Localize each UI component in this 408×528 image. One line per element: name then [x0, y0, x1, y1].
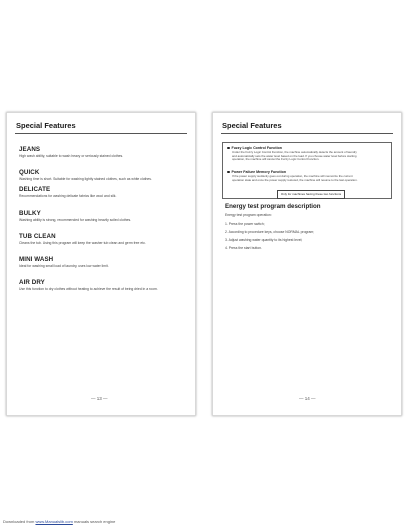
- page-number: — 13 —: [91, 396, 108, 401]
- box-item-line: If the power supply suddenly goes out during operation, the machine will memorize the current: [232, 174, 353, 178]
- bullet-icon: [227, 171, 230, 174]
- section-tub-clean: [19, 233, 187, 245]
- section-title: AIR DRY: [19, 279, 45, 286]
- section-description: Use this function to dry clothes without heating to achieve the result of being dried in a room.: [19, 287, 158, 291]
- footer-suffix: manuals search engine: [72, 519, 116, 524]
- box-item-line: operation, the machine will cancel the Fuzzy Logic Control Function.: [232, 157, 320, 162]
- section-title: QUICK: [19, 169, 40, 176]
- section-title: BULKY: [19, 210, 41, 217]
- section-bulky: [19, 210, 187, 222]
- section-mini-wash: [19, 256, 187, 268]
- section-description: Ideal for washing small load of laundry, uses low water limit.: [19, 264, 109, 268]
- box-item-title: Fuzzy Logic Control Function: [231, 146, 283, 150]
- section-title: TUB CLEAN: [19, 233, 56, 240]
- section-description: High wash ability, suitable to wash heavy or seriously stained clothes.: [19, 154, 124, 158]
- section-air-dry: [19, 279, 187, 291]
- right-header-rule: [221, 133, 393, 134]
- right-page-header: Special Features: [222, 121, 282, 130]
- footer-prefix: Downloaded from: [3, 519, 36, 524]
- box-item-line: and automatically sets the water level based on the load. If you choose water level before starting: [232, 153, 357, 158]
- section-description: Cleans the tub. Using this program will keep the washer tub clean and germ free etc.: [19, 241, 146, 245]
- section-title: JEANS: [19, 146, 41, 153]
- bullet-icon: [227, 147, 230, 150]
- energy-step: 3. Adjust washing water quantity to its highest level;: [225, 238, 303, 242]
- left-page-header: Special Features: [16, 121, 76, 130]
- energy-step: 4. Press the start button.: [225, 246, 262, 250]
- download-footer: [3, 519, 115, 524]
- box-item-fuzzy-logic: [227, 146, 389, 162]
- left-header-rule: [15, 133, 187, 134]
- right-page: [212, 112, 402, 416]
- energy-step: 1. Press the power switch;: [225, 222, 265, 226]
- functions-note: Only for machines having these two functions: [277, 190, 345, 199]
- left-page: [6, 112, 196, 416]
- section-jeans: [19, 146, 187, 158]
- section-description: Washing ability is strong, recommended for washing heavily soiled clothes.: [19, 218, 132, 222]
- box-item-line: operation state and once the power supply restored, the machine will resume to the last operation.: [232, 177, 358, 182]
- box-item-title: Power Failure Memory Function: [231, 170, 287, 174]
- energy-test-heading: Energy test program description: [225, 203, 321, 210]
- energy-step: Energy test program operation:: [225, 213, 272, 217]
- page-number: — 14 —: [299, 396, 316, 401]
- section-delicate: [19, 186, 187, 198]
- box-item-line: Under the Fuzzy Logic Control Function, the machine automatically detects the amount of laundry: [232, 150, 357, 154]
- section-title: DELICATE: [19, 186, 51, 193]
- section-title: MINI WASH: [19, 256, 54, 263]
- section-description: Washing time is short. Suitable for washing lightly stained clothes, such as white clothes.: [19, 177, 152, 181]
- manualslib-link[interactable]: www.Manualslib.com: [35, 519, 73, 524]
- box-item-power-failure: [227, 170, 389, 182]
- section-description: Recommendations for washing delicate fabrics like wool and silk.: [19, 194, 117, 198]
- section-quick: [19, 169, 187, 181]
- energy-step: 2. According to procedure keys, choose NORMAL program;: [225, 230, 315, 234]
